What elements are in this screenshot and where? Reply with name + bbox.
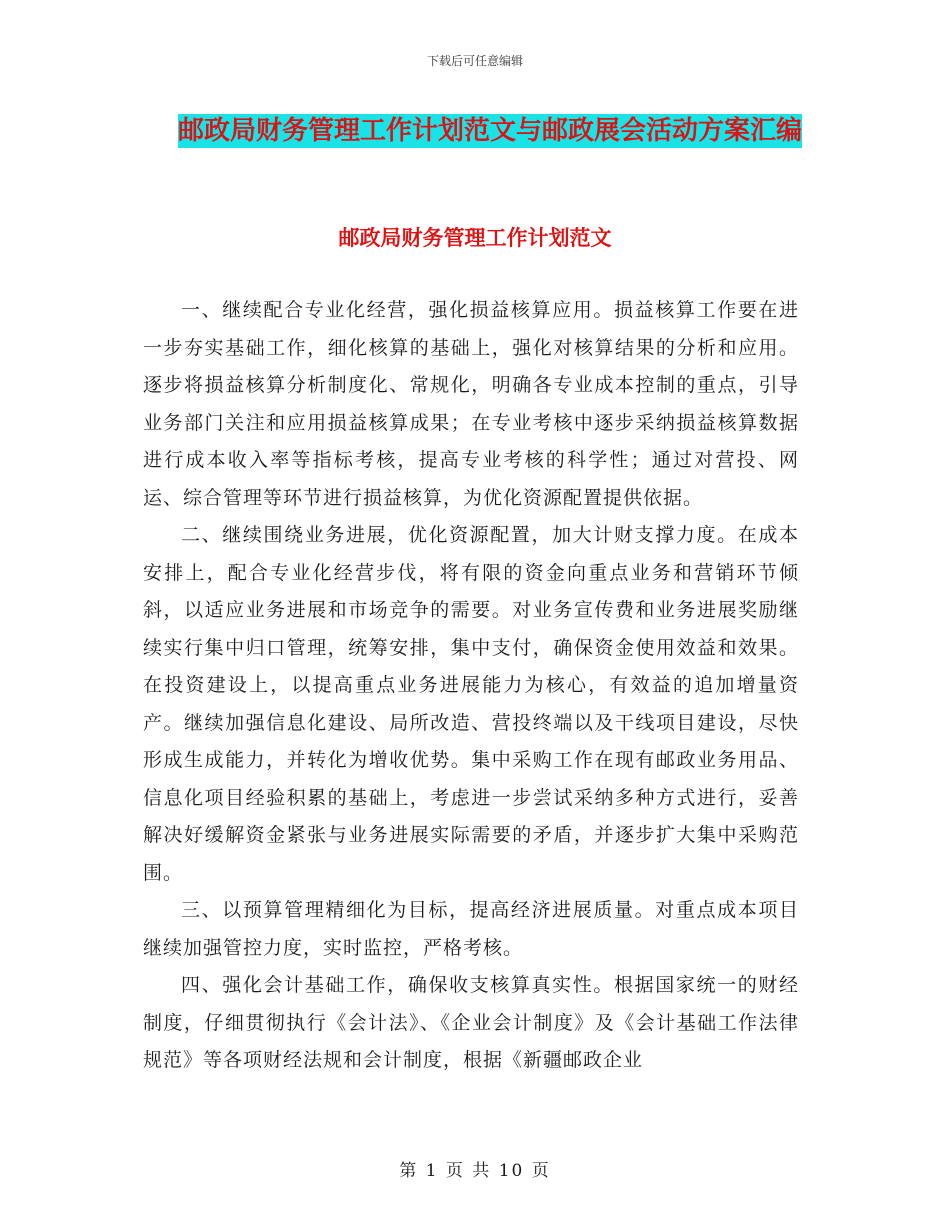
paragraph-1: 一、继续配合专业化经营，强化损益核算应用。损益核算工作要在进一步夯实基础工作，细化核算的基础上，强化对核算结果的分析和应用。逐步将损益核算分析制度化、常规化，明确各专业成本控制的重点，引导业务部门关注和应用损益核算成果；在专业考核中逐步采纳损益核算数据进行成本收入率等指标考核，提高专业考核的科学性；通过对营投、网运、综合管理等环节进行损益核算，为优化资源配置提供依据。	[143, 299, 799, 509]
document-title	[160, 108, 820, 154]
section-title: 邮政局财务管理工作计划范文	[338, 226, 612, 250]
paragraph-2: 二、继续围绕业务进展，优化资源配置，加大计财支撑力度。在成本安排上，配合专业化经营步伐，将有限的资金向重点业务和营销环节倾斜，以适应业务进展和市场竞争的需要。对业务宣传费和业务进展奖励继续实行集中归口管理，统筹安排，集中支付，确保资金使用效益和效果。在投资建设上，以提高重点业务进展能力为核心，有效益的追加增量资产。继续加强信息化建设、局所改造、营投终端以及干线项目建设，尽快形成生成能力，并转化为增收优势。集中采购工作在现有邮政业务用品、信息化项目经验积累的基础上，考虑进一步尝试采纳多种方式进行，妥善解决好缓解资金紧张与业务进展实际需要的矛盾，并逐步扩大集中采购范围。	[143, 524, 799, 884]
paragraph-3: 三、以预算管理精细化为目标，提高经济进展质量。对重点成本项目继续加强管控力度，实时监控，严格考核。	[143, 899, 799, 959]
document-body	[143, 292, 799, 1080]
document-title-text: 邮政局财务管理工作计划范文与邮政展会活动方案汇编	[177, 116, 802, 146]
paragraph-4: 四、强化会计基础工作，确保收支核算真实性。根据国家统一的财经制度，仔细贯彻执行《会计法》、《企业会计制度》及《会计基础工作法律规范》等各项财经法规和会计制度，根据《新疆邮政企业	[143, 974, 799, 1071]
page-number-footer: 第 1 页 共 10 页	[399, 1161, 551, 1181]
header-note: 下载后可任意编辑	[426, 54, 523, 68]
